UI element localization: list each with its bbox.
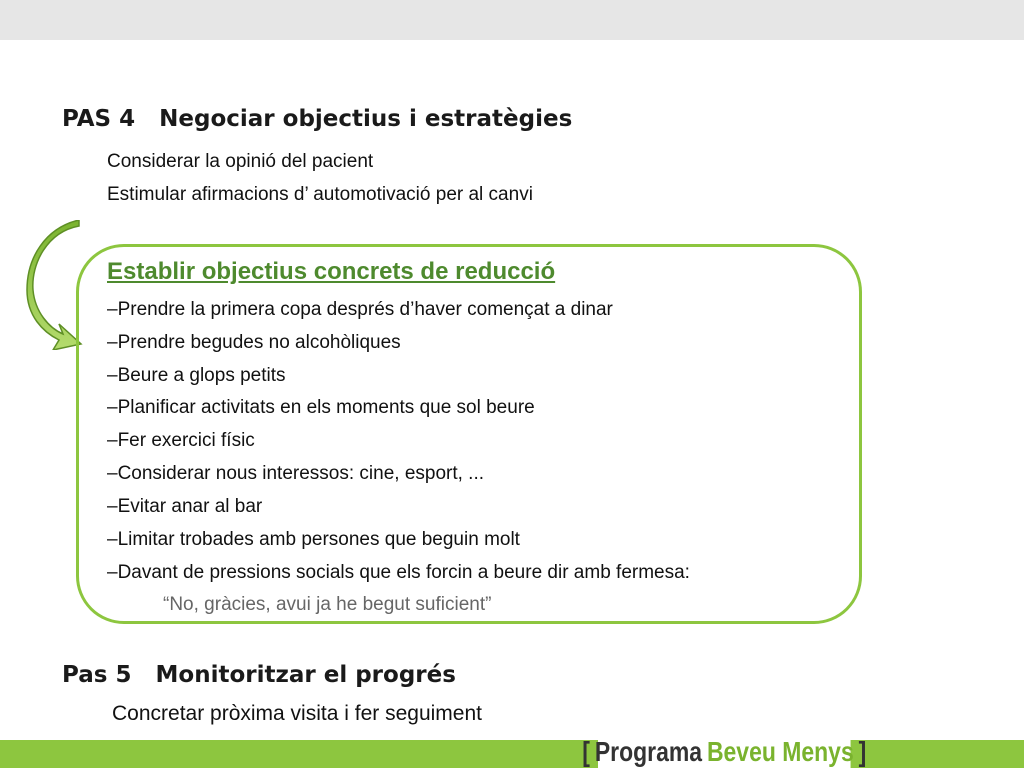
goal-item: –Limitar trobades amb persones que beguin molt [107,529,520,550]
goal-item: –Prendre begudes no alcohòliques [107,332,401,353]
step4-heading [62,106,572,132]
step5-number: Pas 5 [62,662,132,688]
step5-heading [62,662,456,688]
bottom-bar [0,740,1024,768]
goal-item: –Evitar anar al bar [107,496,263,517]
step4-number: PAS 4 [62,106,136,132]
brand-logo [582,736,867,768]
brand-word-programa: Programa [594,736,703,767]
goal-quote: “No, gràcies, avui ja he begut suficient” [163,594,492,615]
step4-line-1: Considerar la opinió del pacient [107,151,374,172]
top-bar [0,0,1024,40]
brand-close-bracket: ] [858,736,867,767]
goal-item: –Beure a glops petits [107,365,286,386]
goal-item: –Fer exercici físic [107,430,255,451]
step4-title: Negociar objectius i estratègies [159,106,573,132]
step5-title: Monitoritzar el progrés [155,662,456,688]
goals-title: Establir objectius concrets de reducció [107,258,556,285]
goal-item: –Davant de pressions socials que els forcin a beure dir amb fermesa: [107,562,690,583]
step5-line: Concretar pròxima visita i fer seguiment [112,702,482,725]
brand-word-beveu-menys: Beveu Menys [706,736,854,767]
step4-line-2: Estimular afirmacions d’ automotivació per al canvi [107,184,533,205]
goal-item: –Planificar activitats en els moments que sol beure [107,397,535,418]
brand-open-bracket: [ [582,736,590,767]
goal-item: –Prendre la primera copa després d’haver començat a dinar [107,299,613,320]
goal-item: –Considerar nous interessos: cine, esport, ... [107,463,485,484]
